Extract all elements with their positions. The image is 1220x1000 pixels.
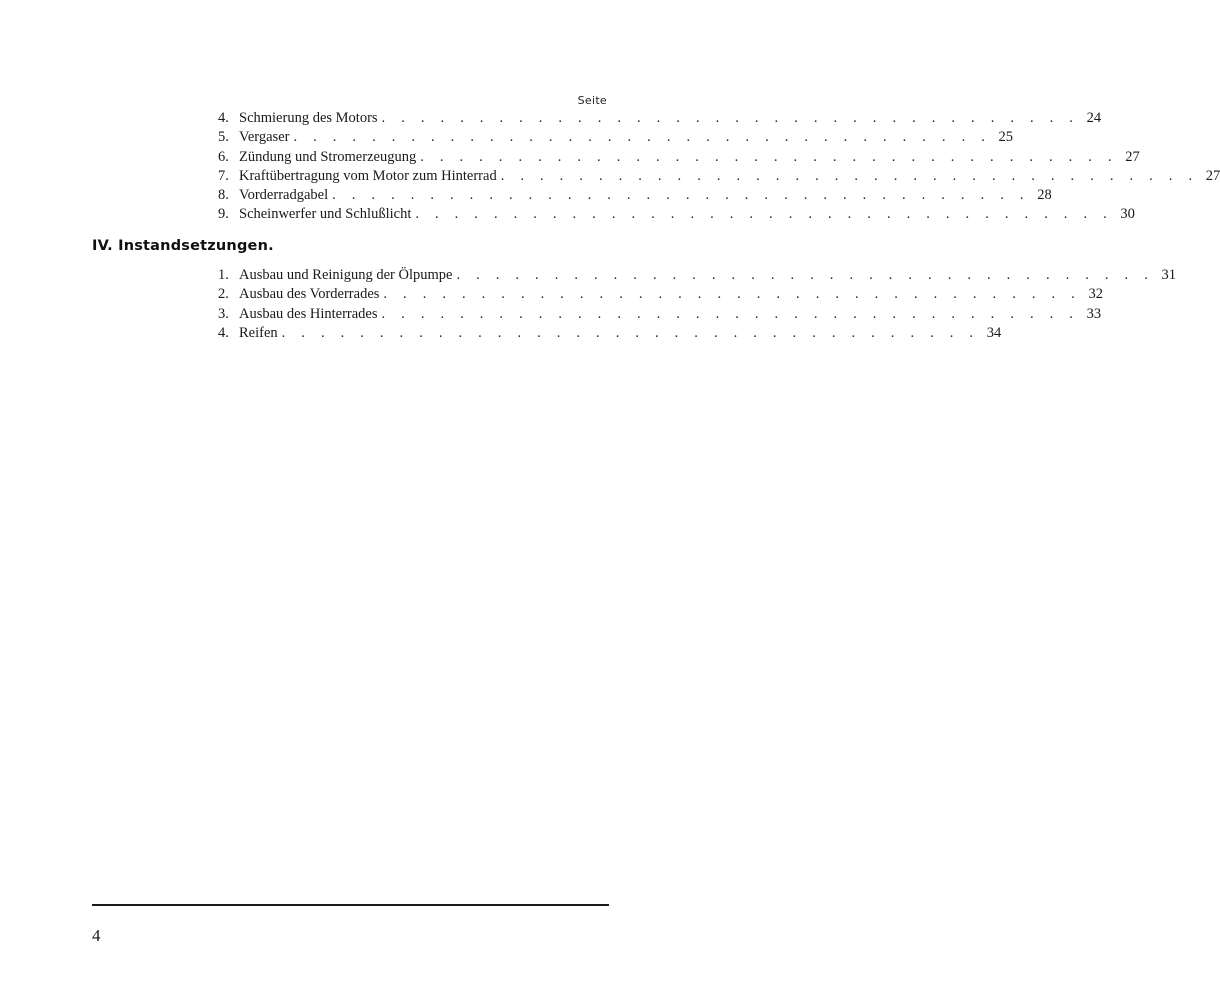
toc-entry-page: 27 [1205,167,1220,184]
toc-entry [218,285,1103,304]
toc-dot-leader: . . . . . . . . . . . . . . . . . . . . . . . . . . . . . . . . . . . . [420,148,1118,165]
toc-list-continued [218,109,1220,225]
toc-entry-title: Zündung und Stromerzeugung [239,148,417,165]
toc-entry-number: 1. [218,267,229,283]
toc-entry [218,186,1052,205]
toc-entry [218,266,1177,285]
toc-entry [218,167,1220,186]
toc-entry-page: 30 [1120,206,1135,223]
toc-entry-title: Ausbau des Hinterrades [239,305,378,322]
toc-entry [218,205,1135,224]
toc-entry [218,148,1140,167]
toc-entry-number: 8. [218,187,229,204]
toc-entry [218,128,1014,147]
toc-entry-title: Vorderradgabel [239,187,329,204]
toc-entry-number: 6. [218,148,229,165]
toc-entry [218,305,1102,324]
toc-entry-title: Ausbau und Reinigung der Ölpumpe [239,267,453,283]
seite-column-label: Seite [577,94,607,107]
toc-entry [218,109,1102,128]
toc-entry-title: Vergaser [239,129,290,146]
toc-entry-number: 9. [218,206,229,223]
toc-entry-page: 24 [1086,110,1102,126]
toc-dot-leader: . . . . . . . . . . . . . . . . . . . . . . . . . . . . . . . . . . . . [381,110,1080,126]
toc-entry [218,324,1002,343]
toc-entry-page: 34 [986,324,1002,341]
toc-entry-number: 5. [218,129,229,146]
toc-entry-title: Ausbau des Vorderrades [239,286,380,303]
toc-entry-title: Scheinwerfer und Schlußlicht [239,206,412,223]
toc-list-section-iv [218,266,1177,343]
toc-entry-page: 28 [1037,187,1052,204]
toc-entry-page: 27 [1125,148,1140,165]
toc-entry-number: 4. [218,324,229,341]
toc-dot-leader: . . . . . . . . . . . . . . . . . . . . . . . . . . . . . . . . . . . . [383,286,1081,303]
toc-entry-title: Schmierung des Motors [239,110,378,126]
toc-entry-number: 7. [218,167,229,184]
toc-entry-number: 2. [218,286,229,303]
toc-entry-page: 25 [998,129,1014,146]
toc-dot-leader: . . . . . . . . . . . . . . . . . . . . . . . . . . . . . . . . . . . . [281,324,980,341]
toc-entry-title: Reifen [239,324,278,341]
toc-entry-page: 33 [1086,305,1102,322]
footer-rule [92,904,609,906]
section-heading: IV. Instandsetzungen. [92,238,274,254]
toc-entry-page: 32 [1088,286,1103,303]
toc-dot-leader: . . . . . . . . . . . . . . . . . . . . . . . . . . . . . . . . . . . . [332,187,1030,204]
toc-dot-leader: . . . . . . . . . . . . . . . . . . . . . . . . . . . . . . . . . . . . [293,129,992,146]
toc-entry-number: 3. [218,305,229,322]
toc-entry-title: Kraftübertragung vom Motor zum Hinterrad [239,167,497,184]
toc-dot-leader: . . . . . . . . . . . . . . . . . . . . . . . . . . . . . . . . . . . . [456,267,1155,283]
toc-dot-leader: . . . . . . . . . . . . . . . . . . . . . . . . . . . . . . . . . . . . [500,167,1199,184]
toc-entry-page: 31 [1161,267,1177,283]
toc-entry-number: 4. [218,110,229,126]
page-number: 4 [92,926,101,945]
toc-dot-leader: . . . . . . . . . . . . . . . . . . . . . . . . . . . . . . . . . . . . [381,305,1080,322]
toc-dot-leader: . . . . . . . . . . . . . . . . . . . . . . . . . . . . . . . . . . . . [415,206,1113,223]
